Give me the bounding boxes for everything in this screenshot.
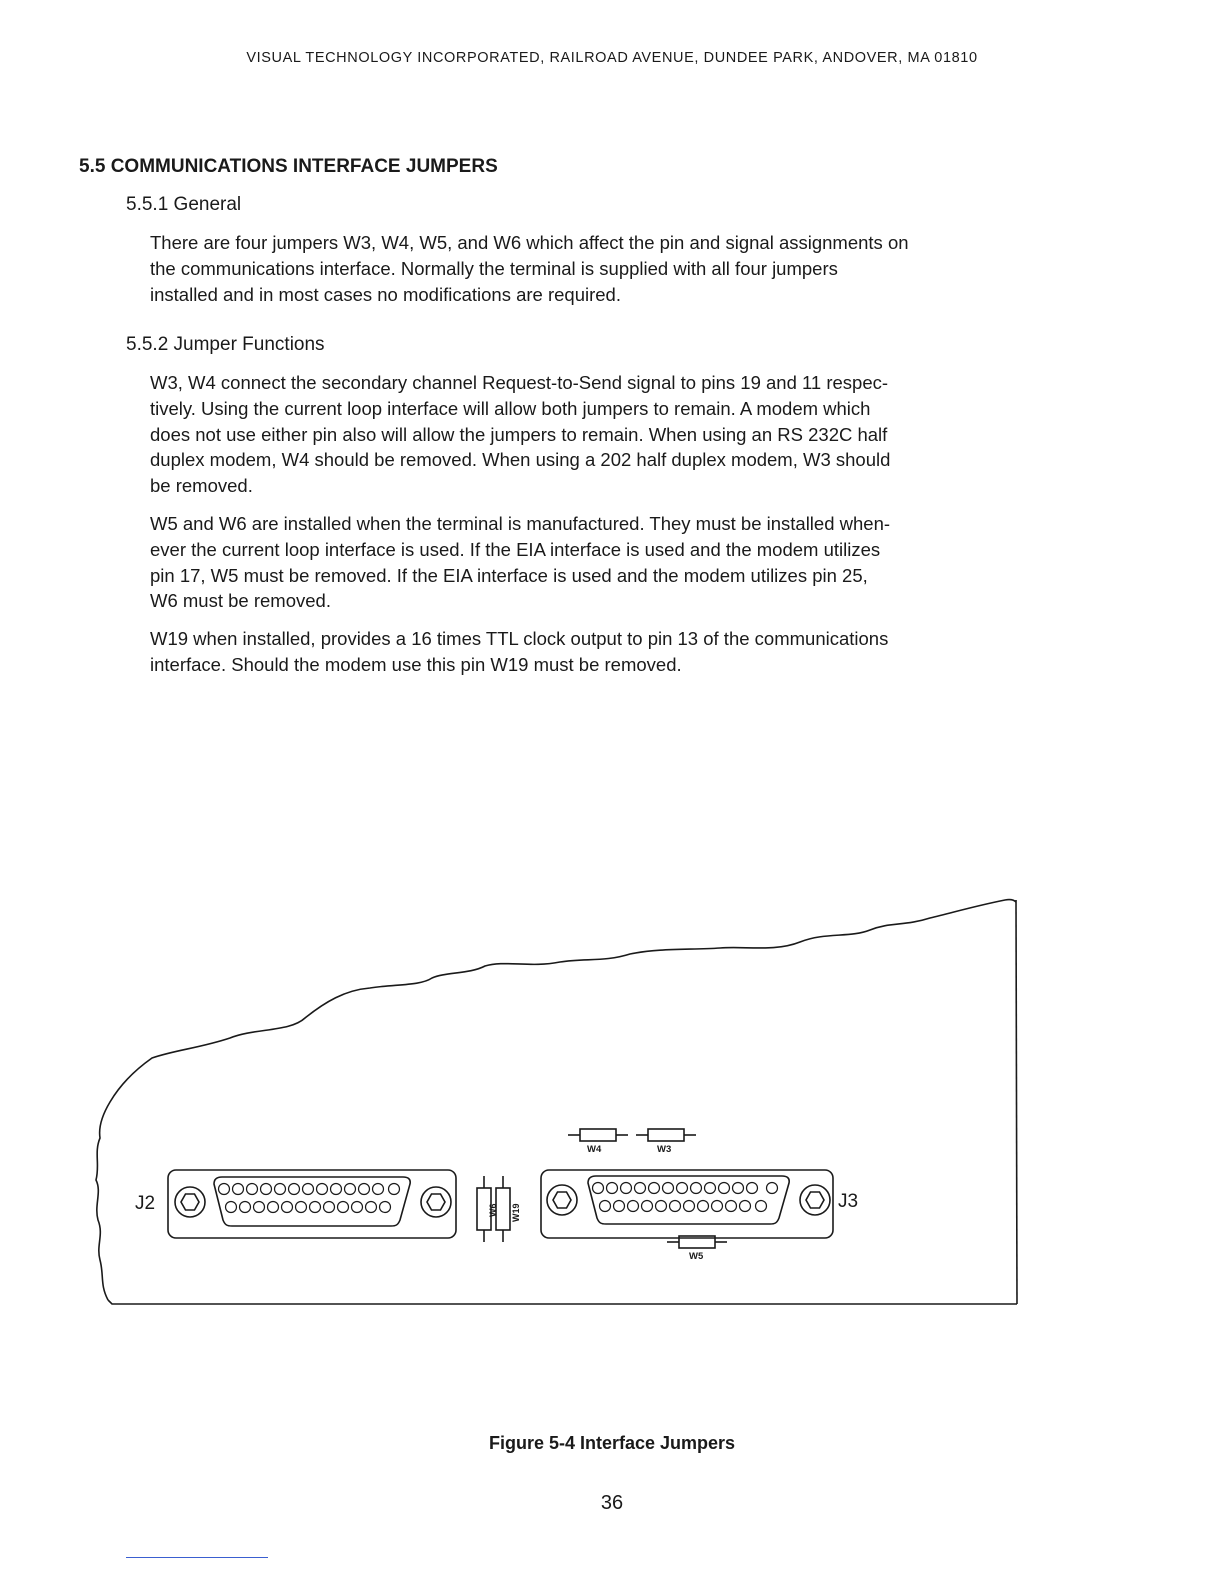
- text-line: duplex modem, W4 should be removed. When using a 202 half duplex modem, W3 should: [150, 449, 891, 471]
- board-torn-edge: [96, 900, 1016, 1300]
- text-line: There are four jumpers W3, W4, W5, and W6 which affect the pin and signal assignments on: [150, 232, 909, 253]
- j3-pin-row-bottom: [600, 1201, 767, 1212]
- page-header: VISUAL TECHNOLOGY INCORPORATED, RAILROAD AVENUE, DUNDEE PARK, ANDOVER, MA 01810: [246, 50, 978, 66]
- page-number: 36: [600, 1492, 624, 1514]
- text-line: W19 when installed, provides a 16 times TTL clock output to pin 13 of the communications: [150, 628, 889, 649]
- board-bottom-edge: [108, 1300, 1017, 1304]
- text-line: pin 17, W5 must be removed. If the EIA interface is used and the modem utilizes pin 25,: [150, 564, 868, 586]
- j2-connector: [168, 1170, 456, 1238]
- w3-jumper: [636, 1129, 696, 1141]
- text-line: does not use either pin also will allow the jumpers to remain. When using an RS 232C half: [150, 423, 888, 445]
- text-line: W3, W4 connect the secondary channel Request-to-Send signal to pins 19 and 11 respec-: [150, 372, 889, 393]
- general-paragraph: [150, 230, 1020, 307]
- text-line: be removed.: [150, 475, 253, 497]
- functions-paragraph-3: [150, 626, 1020, 678]
- text-line: installed and in most cases no modifications are required.: [150, 283, 621, 305]
- j2-pin-row-top: [219, 1184, 400, 1195]
- text-line: ever the current loop interface is used. If the EIA interface is used and the modem utilizes: [150, 538, 881, 560]
- w4-label: W4: [587, 1144, 602, 1155]
- functions-paragraph-2: [150, 511, 1020, 614]
- j2-label: J2: [135, 1193, 156, 1214]
- figure-caption: Figure 5-4 Interface Jumpers: [488, 1433, 736, 1453]
- w19-label: W19: [511, 1203, 521, 1222]
- w6-label: W6: [488, 1203, 498, 1217]
- subsection-general-title: 5.5.1 General: [126, 194, 242, 215]
- j3-connector: [541, 1170, 833, 1238]
- w3-label: W3: [657, 1144, 672, 1155]
- board-right-edge: [1016, 900, 1017, 1304]
- j3-label: J3: [838, 1191, 859, 1212]
- section-title: 5.5 COMMUNICATIONS INTERFACE JUMPERS: [79, 156, 498, 177]
- interface-jumpers-figure: [0, 880, 1224, 1320]
- subsection-functions-title: 5.5.2 Jumper Functions: [126, 334, 325, 355]
- text-line: interface. Should the modem use this pin W19 must be removed.: [150, 653, 682, 675]
- text-line: tively. Using the current loop interface will allow both jumpers to remain. A modem which: [150, 397, 871, 419]
- text-line: W5 and W6 are installed when the terminal is manufactured. They must be installed when-: [150, 513, 891, 534]
- text-line: W6 must be removed.: [150, 590, 331, 612]
- w4-jumper: [568, 1129, 628, 1141]
- j3-pin-row-top: [593, 1183, 778, 1194]
- w5-label: W5: [689, 1251, 704, 1262]
- footer-rule: [126, 1557, 268, 1558]
- text-line: the communications interface. Normally the terminal is supplied with all four jumpers: [150, 257, 838, 279]
- j2-pin-row-bottom: [226, 1202, 391, 1213]
- functions-paragraph-1: [150, 370, 1020, 499]
- w19-jumper: [496, 1176, 510, 1242]
